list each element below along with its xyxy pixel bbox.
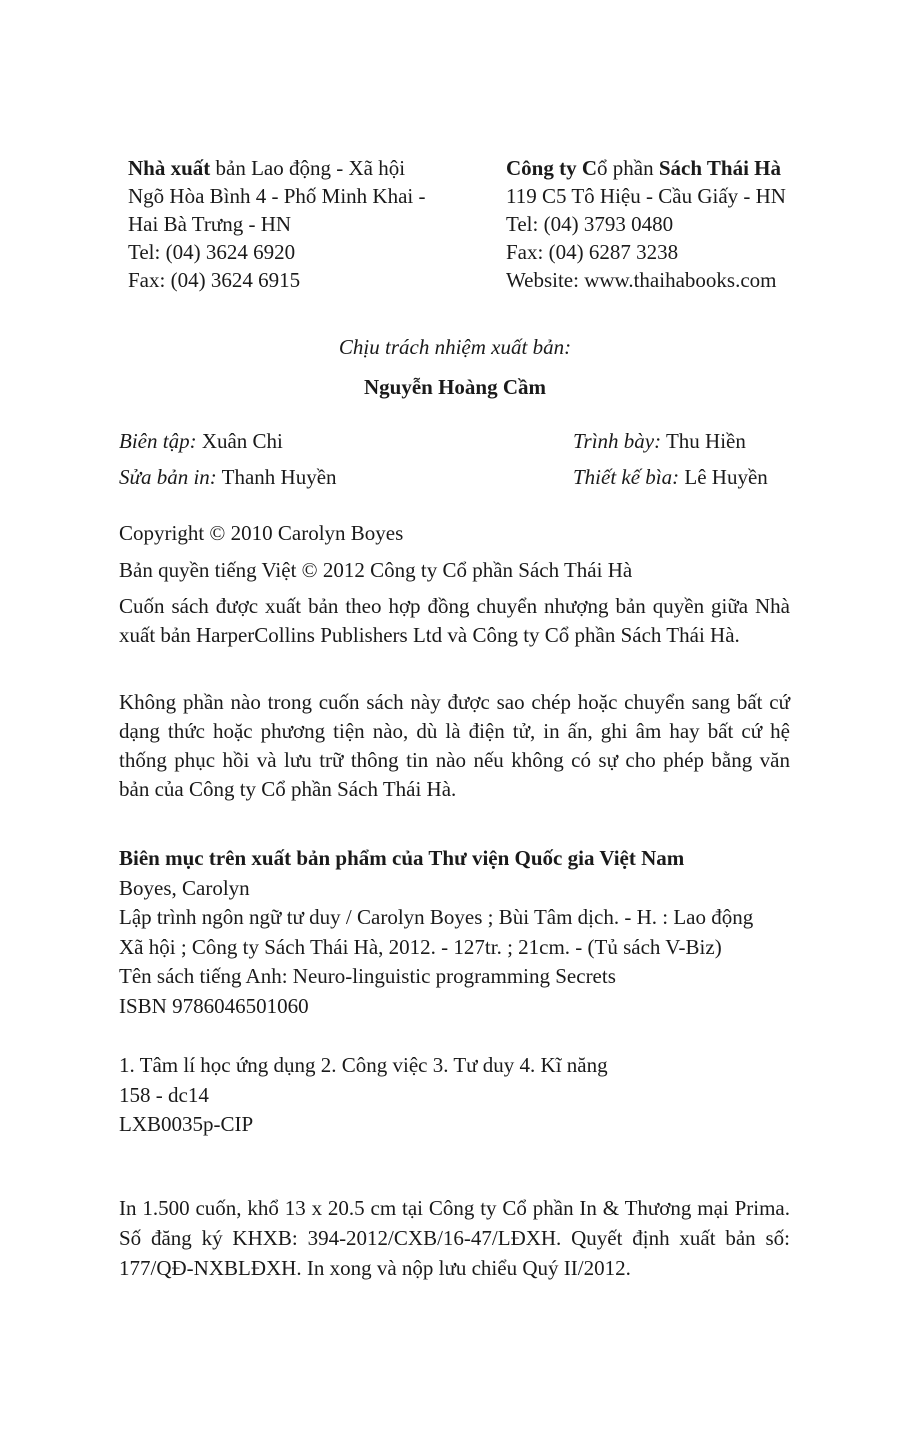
company-name	[506, 154, 786, 182]
responsibility-label: Chịu trách nhiệm xuất bản:	[338, 335, 572, 359]
cip-author: Boyes, Carolyn	[119, 875, 250, 900]
credit-proof	[119, 463, 337, 491]
credit-cover-label: Thiết kế bìa:	[573, 465, 680, 489]
copyright-rights: Không phần nào trong cuốn sách này được sao chép hoặc chuyển sang bất cứ dạng thức hoặc phương tiện nào, dù là điện tử, in ấn, ghi âm hay bất cứ hệ thống phục hồi và lưu trữ thông tin nào nếu không có sự cho phép bằng văn bản của Công ty Cổ phần Sách Thái Hà.	[119, 690, 790, 801]
credit-cover	[573, 463, 768, 491]
publisher-address-2: Hai Bà Trưng - HN	[128, 212, 292, 236]
publisher-name	[128, 154, 426, 182]
company-name-bold-2: Sách Thái Hà	[658, 156, 781, 180]
publisher-address-1: Ngõ Hòa Bình 4 - Phố Minh Khai -	[128, 184, 426, 208]
cip-original-title: Tên sách tiếng Anh: Neuro-linguistic programming Secrets	[119, 964, 616, 988]
cip-catalog	[119, 844, 753, 1140]
cip-spacer	[119, 1021, 753, 1051]
credit-proof-value: Thanh Huyền	[216, 465, 337, 489]
company-address: 119 C5 Tô Hiệu - Cầu Giấy - HN	[506, 184, 786, 208]
printing-info: In 1.500 cuốn, khổ 13 x 20.5 cm tại Công ty Cổ phần In & Thương mại Prima. Số đăng ký KHXB: 394-2012/CXB/16-47/LĐXH. Quyết định xuất bản số: 177/QĐ-NXBLĐXH. In xong và nộp lưu chiểu Quý II/2012.	[119, 1196, 790, 1280]
credit-editor-value: Xuân Chi	[196, 429, 283, 453]
publisher-info	[128, 154, 426, 294]
company-tel: Tel: (04) 3793 0480	[506, 212, 674, 236]
credit-editor	[119, 427, 283, 455]
cip-heading: Biên mục trên xuất bản phẩm của Thư viện Quốc gia Việt Nam	[119, 846, 685, 870]
company-info	[506, 154, 786, 294]
publisher-tel: Tel: (04) 3624 6920	[128, 240, 296, 264]
credit-proof-label: Sửa bản in:	[119, 465, 217, 489]
cip-isbn: ISBN 9786046501060	[119, 993, 309, 1018]
cip-title-line-2: Xã hội ; Công ty Sách Thái Hà, 2012. - 127tr. ; 21cm. - (Tủ sách V-Biz)	[119, 934, 722, 959]
company-website: Website: www.thaihabooks.com	[506, 268, 777, 292]
cip-title-line-1: Lập trình ngôn ngữ tư duy / Carolyn Boyes ; Bùi Tâm dịch. - H. : Lao động	[119, 905, 754, 929]
credit-cover-value: Lê Huyền	[679, 465, 768, 489]
company-fax: Fax: (04) 6287 3238	[506, 240, 679, 264]
company-name-mid: ổ phần	[597, 156, 659, 180]
publisher-fax: Fax: (04) 3624 6915	[128, 268, 301, 292]
cip-class: 158 - dc14	[119, 1082, 209, 1107]
copyright-vietnamese: Bản quyền tiếng Việt © 2012 Công ty Cổ phần Sách Thái Hà	[119, 558, 633, 582]
company-name-bold-1: Công ty C	[506, 156, 598, 180]
credit-layout-label: Trình bày:	[573, 429, 662, 453]
responsibility-name: Nguyễn Hoàng Cầm	[363, 375, 547, 399]
credit-layout	[573, 427, 746, 455]
publisher-name-rest: bản Lao động - Xã hội	[210, 156, 406, 180]
credit-layout-value: Thu Hiền	[661, 429, 746, 453]
publisher-name-bold: Nhà xuất	[128, 156, 211, 180]
copyright-contract: Cuốn sách được xuất bản theo hợp đồng chuyển nhượng bản quyền giữa Nhà xuất bản HarperCollins Publishers Ltd và Công ty Cổ phần Sách Thái Hà.	[119, 594, 790, 647]
copyright-original: Copyright © 2010 Carolyn Boyes	[119, 521, 404, 545]
cip-subjects: 1. Tâm lí học ứng dụng 2. Công việc 3. Tư duy 4. Kĩ năng	[119, 1053, 608, 1077]
credit-editor-label: Biên tập:	[119, 429, 197, 453]
cip-code: LXB0035p-CIP	[119, 1112, 254, 1136]
